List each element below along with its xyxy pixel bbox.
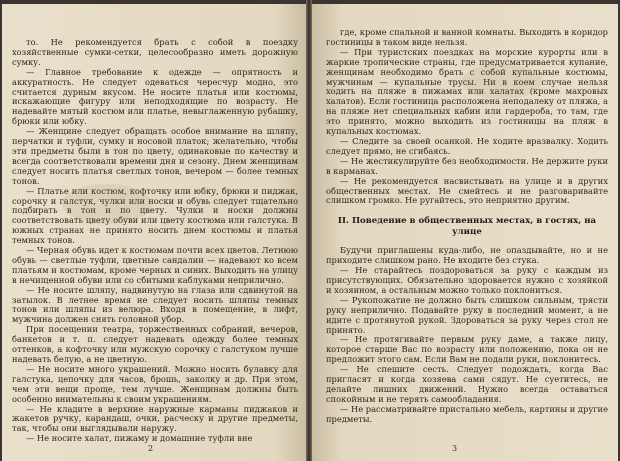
- paragraph: — Не носите много украшений. Можно носить булавку для галстука, цепочку для часов, брошь, заколку и др. При этом, чем эти вещи проще, тем лучше. Женщинам должны быть особенно внимательны к своим украшениям.: [12, 363, 298, 404]
- paper-stain: [62, 184, 152, 224]
- paragraph: — Не рассматривайте пристально мебель, картины и другие предметы.: [326, 403, 608, 424]
- paragraph: — Следите за своей осанкой. Не ходите вразвалку. Ходить следует прямо, не сгибаясь.: [326, 135, 608, 156]
- paragraph: При посещении театра, торжественных собраний, вечеров, банкетов и т. п. следует надевать одежду более темных оттенков, а кофточку или мужскую сорочку с галстуком лучше надевать белую, а не цветную.: [12, 324, 298, 364]
- right-page-text-lower: [326, 246, 608, 424]
- paragraph: Будучи приглашены куда-либо, не опаздывайте, но и не приходите слишком рано. Не входите без стука.: [326, 245, 608, 266]
- paragraph: где, кроме спальной и ванной комнаты. Выходить в коридор гостиницы в таком виде нельзя.: [326, 27, 608, 47]
- paragraph: — Не носите шляпу, надвинутую на глаза или сдвинутой на затылок. В летнее время не следует носить шляпы темных тонов или шляпы из велюра. Входя в помещение, в лифт, мужчина должен снять головной убор.: [12, 284, 298, 325]
- paragraph: — Не рекомендуется насвистывать на улице и в других общественных местах. Не смейтесь и не разговаривайте слишком громко. Не ругайтесь, это неприятно другим.: [326, 175, 608, 206]
- paragraph: — Не старайтесь поздороваться за руку с каждым из присутствующих. Обязательно здоровается нужно с хозяйкой и хозяином, а остальным можно только поклониться.: [326, 265, 608, 295]
- paragraph: — При туристских поездках на морские курорты или в жаркие тропические страны, где предусматривается купание, женщинам необходимо брать с собой купальные костюмы, мужчинам — купальные трусы. Ни в коем случае нельзя ходить на пляже в пижамах или халатах (кроме махровых халатов). Если гостиница расположена неподалеку от пляжа, а на пляже нет специальных кабин или гардероба, то там, где это принято, можно выходить из гостиницы на пляж в купальных костюмах.: [326, 46, 608, 137]
- paragraph: — Не спешите сесть. Следует подождать, когда Вас пригласят и когда хозяева сами сядут. Не суетитесь, не делайте лишних движений. Нужно всегда оставаться спокойным и не терять самообладания.: [326, 364, 608, 404]
- paragraph: — Не кладите в верхние наружные карманы пиджаков и жакетов ручку, карандаш, очки, расческу и другие предметы, так, чтобы они выглядывали наружу.: [12, 403, 298, 434]
- paragraph: — Платье или костюм, кофточку или юбку, брюки и пиджак, сорочку и галстук, чулки или носки и обувь следует тщательно подбирать в тон и по цвету. Чулки и носки должны соответствовать цвету обуви или цвету костюма или галстука. В южных странах не принято носить днем костюмы и платья темных тонов.: [12, 185, 298, 246]
- section-heading: II. Поведение в общественных местах, в гостях, на улице: [337, 216, 597, 237]
- paragraph: — Главное требование к одежде — опрятность и аккуратность. Не следует одеваться чересчур модно, это считается дурным вкусом. Не носите платья или костюмы, искажающие фигуру или неподходящие по возрасту. Не надевайте мятый костюм или платье, невыглаженную рубашку, брюки или юбку.: [12, 66, 298, 127]
- paragraph: — Не жестикулируйте без необходимости. Не держите руки в карманах.: [326, 155, 608, 176]
- paragraph: — Рукопожатие не должно быть слишком сильным, трясти руку неприлично. Подавайте руку в последний момент, а не идите с протянутой рукой. Здороваться за руку через стол не принято.: [326, 294, 608, 335]
- left-page-text: [12, 38, 298, 444]
- left-page: [2, 4, 306, 461]
- page-number-left: 2: [148, 444, 154, 453]
- page-number-right: 3: [452, 444, 458, 453]
- paragraph: — Не носите халат, пижаму и домашние туфли вне: [26, 433, 253, 444]
- paper-stain: [462, 64, 542, 99]
- paragraph: то. Не рекомендуется брать с собой в поездку хозяйственные сумки-сетки, целесообразно иметь дорожную сумку.: [12, 37, 298, 67]
- paragraph: — Женщине следует обращать особое внимание на шляпу, перчатки и туфли, сумку и носовой платок; желательно, чтобы эти предметы были в тон по цвету, одинаковые по качеству и всегда соответствовали времени дня и сезону. Днем женщинам следует носить платья светлых тонов, вечером — более темных тонов.: [12, 126, 298, 186]
- paragraph: — Черная обувь идет к костюмам почти всех цветов. Летнюю обувь — светлые туфли, цветные сандалии — надевают ко всем платьям и костюмам, кроме черных и синих. Выходить на улицу в нечищенной обуви или со сбитыми каблуками неприлично.: [12, 245, 298, 285]
- right-page: [312, 4, 618, 461]
- paragraph: — Не протягивайте первым руку даме, а также лицу, которое старше Вас по возрасту или положению, пока он не предложит этого сам. Если Вам не подали руки, поклонитесь.: [326, 334, 608, 365]
- right-page-text: [326, 28, 608, 206]
